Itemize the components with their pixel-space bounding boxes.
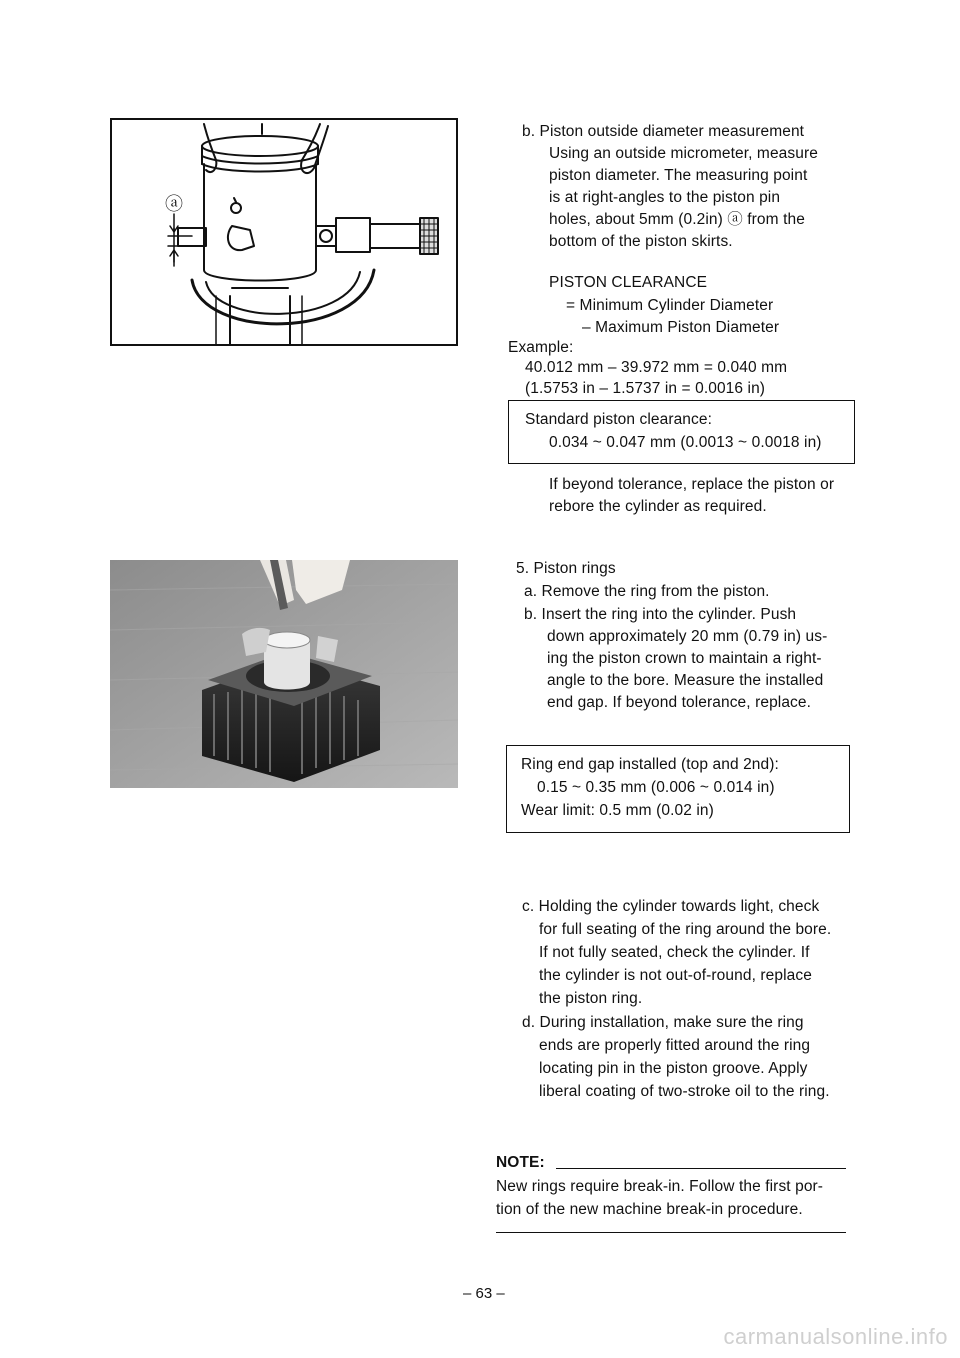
spec-line: Ring end gap installed (top and 2nd): [521, 756, 779, 773]
site-watermark: carmanualsonline.info [723, 1324, 948, 1349]
note-top-rule [556, 1168, 846, 1169]
spec-label: Standard piston clearance: [525, 411, 712, 428]
standard-clearance-spec-box [508, 400, 855, 464]
section-b-line: Using an outside micrometer, measure [549, 145, 818, 162]
section-c-heading: c. Holding the cylinder towards light, check [522, 898, 820, 915]
section-d-heading: d. During installation, make sure the ring [522, 1014, 804, 1031]
section-b-line: is at right-angles to the piston pin [549, 189, 781, 206]
section-5-line: a. Remove the ring from the piston. [524, 583, 770, 600]
section-5-line: end gap. If beyond tolerance, replace. [547, 694, 812, 711]
example-line: (1.5753 in – 1.5737 in = 0.0016 in) [525, 380, 766, 397]
note-line: New rings require break-in. Follow the first por- [496, 1178, 824, 1195]
section-c-line: for full seating of the ring around the bore. [539, 921, 832, 938]
section-c-line: the cylinder is not out-of-round, replace [539, 967, 812, 984]
clearance-formula-line: = Minimum Cylinder Diameter [566, 297, 774, 314]
section-d-line: ends are properly fitted around the ring [539, 1037, 811, 1054]
clearance-formula-line: – Maximum Piston Diameter [582, 319, 780, 336]
section-5-line: b. Insert the ring into the cylinder. Push [524, 606, 797, 623]
section-5-line: down approximately 20 mm (0.79 in) us- [547, 628, 828, 645]
spec-value: 0.034 ~ 0.047 mm (0.0013 ~ 0.0018 in) [549, 434, 822, 451]
ring-end-gap-spec-box [506, 745, 850, 833]
cylinder-photo-drawing [110, 560, 458, 788]
piston-micrometer-drawing [112, 120, 456, 344]
section-c-line: If not fully seated, check the cylinder. If [539, 944, 810, 961]
example-label: Example: [508, 339, 574, 356]
section-5-heading: 5. Piston rings [516, 560, 616, 577]
example-line: 40.012 mm – 39.972 mm = 0.040 mm [525, 359, 788, 376]
section-5-line: angle to the bore. Measure the installed [547, 672, 824, 689]
section-b-line: bottom of the piston skirts. [549, 233, 733, 250]
note-label: NOTE: [496, 1154, 545, 1171]
callout-a-label: ⓐ [165, 194, 183, 215]
cylinder-ring-photo [110, 560, 458, 788]
section-b-line: holes, about 5mm (0.2in) ⓐ from the [549, 211, 805, 228]
section-d-line: locating pin in the piston groove. Apply [539, 1060, 808, 1077]
spec-line: 0.15 ~ 0.35 mm (0.006 ~ 0.014 in) [537, 779, 775, 796]
section-c-line: the piston ring. [539, 990, 643, 1007]
section-d-line: liberal coating of two-stroke oil to the ring. [539, 1083, 830, 1100]
beyond-line: If beyond tolerance, replace the piston or [549, 476, 835, 493]
section-b-line: piston diameter. The measuring point [549, 167, 808, 184]
piston-micrometer-illustration [110, 118, 458, 346]
note-bottom-rule [496, 1232, 846, 1233]
page-number: – 63 – [463, 1285, 505, 1302]
note-line: tion of the new machine break-in procedure. [496, 1201, 803, 1218]
section-b-heading: b. Piston outside diameter measurement [522, 123, 805, 140]
section-5-line: ing the piston crown to maintain a right- [547, 650, 822, 667]
clearance-title: PISTON CLEARANCE [549, 274, 708, 291]
spec-line: Wear limit: 0.5 mm (0.02 in) [521, 802, 714, 819]
beyond-line: rebore the cylinder as required. [549, 498, 767, 515]
